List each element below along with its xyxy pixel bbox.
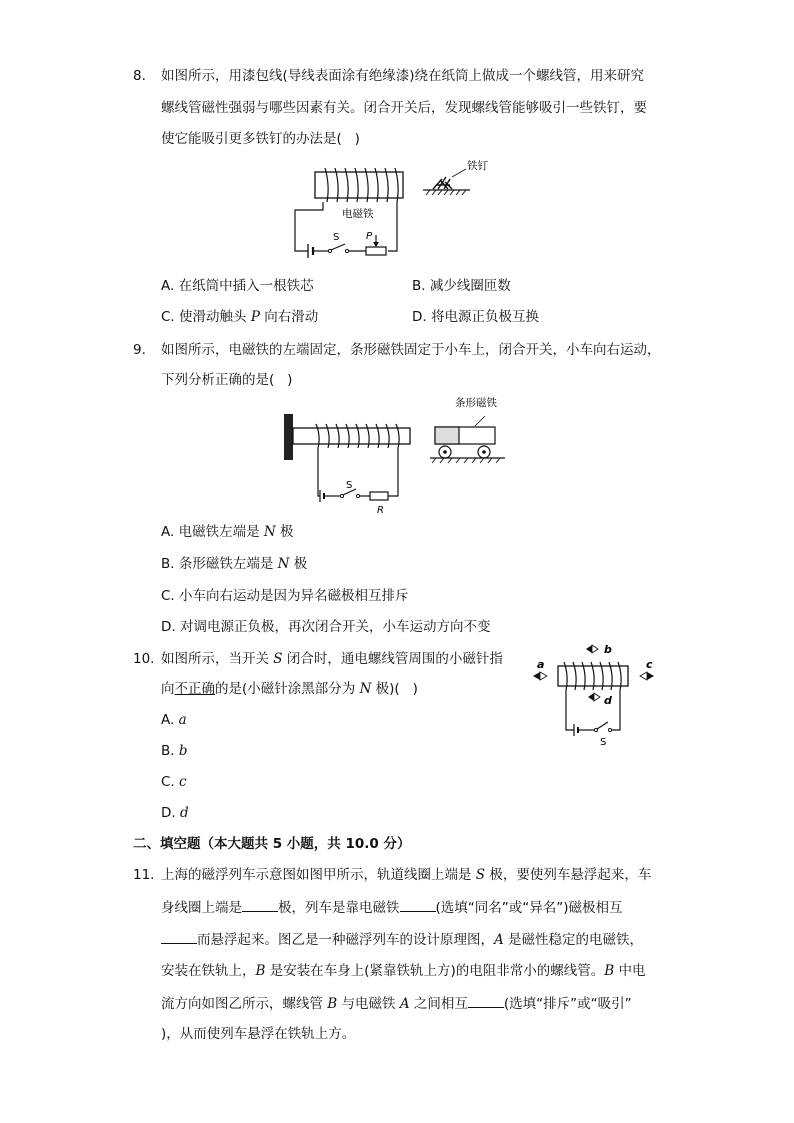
question-text-line: 螺线管磁性强弱与哪些因素有关。闭合开关后，发现螺线管能够吸引一些铁钉，要: [161, 100, 647, 116]
question-text-line: 如图所示，电磁铁的左端固定，条形磁铁固定于小车上，闭合开关，小车向右运动，: [161, 342, 661, 358]
option-a: A. 在纸筒中插入一根铁芯: [161, 278, 314, 294]
switch-label: S: [346, 480, 353, 491]
option-d: D. 对调电源正负极，再次闭合开关，小车运动方向不变: [161, 619, 491, 635]
option-b: B. b: [161, 743, 188, 759]
question-number: 10.: [133, 651, 155, 667]
option-a: A. a: [161, 712, 187, 728]
question-number: 9.: [133, 342, 146, 358]
question-text-line: )，从而使列车悬浮在铁轨上方。: [161, 1026, 356, 1042]
option-c: C. c: [161, 774, 187, 790]
option-d: D. d: [161, 805, 189, 821]
option-c: C. 使滑动触头 P 向右滑动: [161, 309, 319, 325]
question-number: 11.: [133, 867, 155, 883]
question-text-line: 如图所示，当开关 S 闭合时，通电螺线管周围的小磁针指: [161, 651, 503, 667]
needle-a-label: a: [537, 658, 545, 671]
compass-figure: [530, 640, 665, 750]
question-text-line: 向不正确的是(小磁针涂黑部分为 N 极)( ): [161, 681, 418, 697]
electromagnet-label: 电磁铁: [342, 208, 374, 220]
question-text-line: 下列分析正确的是( ): [161, 372, 293, 388]
option-c: C. 小车向右运动是因为异名磁极相互排斥: [161, 588, 409, 604]
electromagnet-figure: [290, 155, 505, 267]
question-text-line: 使它能吸引更多铁钉的办法是( ): [161, 131, 360, 147]
question-number: 8.: [133, 68, 146, 84]
answer-blank: [468, 993, 504, 1008]
option-b: B. 减少线圈匝数: [412, 278, 511, 294]
cart-figure: [280, 392, 520, 516]
question-text-line: 如图所示，用漆包线(导线表面涂有绝缘漆)绕在纸筒上做成一个螺线管，用来研究: [161, 68, 645, 84]
option-a: A. 电磁铁左端是 N 极: [161, 524, 294, 540]
switch-label: S: [600, 737, 607, 748]
needle-d-label: d: [604, 694, 612, 707]
option-b: B. 条形磁铁左端是 N 极: [161, 556, 308, 572]
answer-blank: [242, 897, 278, 912]
switch-label: S: [333, 232, 340, 243]
question-text-line: 而悬浮起来。图乙是一种磁浮列车的设计原理图，A 是磁性稳定的电磁铁，: [161, 929, 643, 950]
answer-blank: [400, 897, 436, 912]
question-text-line: 安装在铁轨上，B 是安装在车身上(紧靠铁轨上方)的电阻非常小的螺线管。B 中电: [161, 963, 646, 979]
section-heading: 二、填空题（本大题共 5 小题，共 10.0 分）: [133, 836, 411, 852]
question-text-line: 流方向如图乙所示，螺线管 B 与电磁铁 A 之间相互 (选填“排斥”或“吸引”: [161, 993, 632, 1014]
needle-c-label: c: [646, 658, 653, 671]
slider-label: P: [366, 231, 373, 242]
answer-blank: [161, 929, 197, 944]
resistor-label: R: [377, 505, 384, 516]
needle-b-label: b: [604, 643, 612, 656]
question-text-line: 身线圈上端是 极，列车是靠电磁铁 (选填“同名”或“异名”)磁极相互: [161, 897, 623, 918]
option-d: D. 将电源正负极互换: [412, 309, 539, 325]
question-text-line: 上海的磁浮列车示意图如图甲所示，轨道线圈上端是 S 极，要使列车悬浮起来，车: [161, 867, 652, 883]
nail-label: 铁钉: [467, 160, 488, 172]
bar-magnet-label: 条形磁铁: [455, 397, 497, 409]
